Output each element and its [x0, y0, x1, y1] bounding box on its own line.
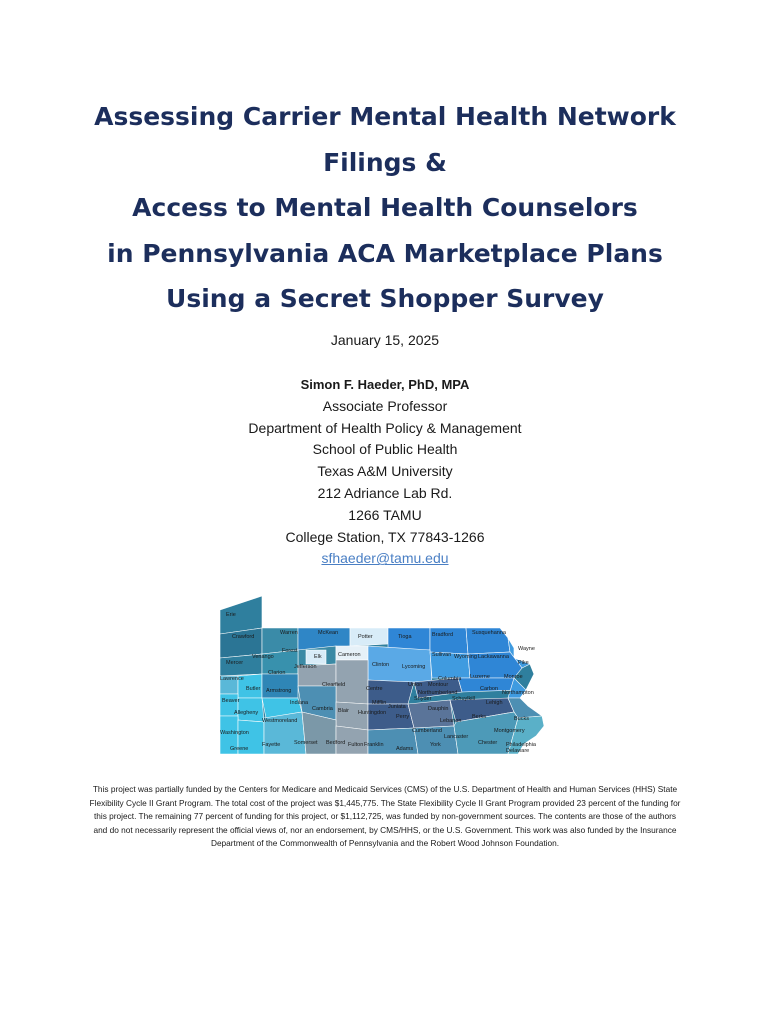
county-label-chester: Chester: [478, 740, 498, 746]
title-line-2: Filings &: [323, 147, 447, 177]
county-label-elk: Elk: [314, 654, 322, 660]
county-label-venango: Venango: [252, 654, 274, 660]
county-label-tioga: Tioga: [398, 634, 412, 640]
county-label-armstrong: Armstrong: [266, 688, 292, 694]
pennsylvania-county-map: [218, 594, 548, 760]
county-label-allegheny: Allegheny: [234, 710, 259, 716]
county-label-lawrence: Lawrence: [220, 676, 244, 682]
county-label-lebanon: Lebanon: [440, 718, 462, 724]
author-position: Associate Professor: [322, 397, 448, 414]
county-label-erie: Erie: [226, 612, 236, 618]
county-label-butler: Butler: [246, 686, 261, 692]
author-email-link[interactable]: sfhaeder@tamu.edu: [321, 550, 449, 567]
county-label-dauphin: Dauphin: [428, 706, 449, 712]
county-label-mifflin: Mifflin: [372, 700, 387, 706]
county-label-cameron: Cameron: [338, 652, 361, 658]
county-label-philadelphia: Philadelphia: [506, 742, 536, 748]
county-label-lehigh: Lehigh: [486, 700, 503, 706]
author-name: Simon F. Haeder, PhD, MPA: [300, 377, 470, 392]
county-label-mercer: Mercer: [226, 660, 244, 666]
county-label-indiana: Indiana: [290, 700, 309, 706]
report-date: January 15, 2025: [330, 332, 440, 348]
funding-footnote: This project was partially funded by the Centers for Medicare and Medicaid Services (CMS) of the U.S. Department of Health and Human Services (HHS) State Flexibility Cycle II Grant Program. The total cost of the project was $1,445,775. The State Flexibility Cycle II Grant Program provided 23 percent of the funding for this project. The remaining 77 percent of funding for this project, or $1,112,725, was funded by non-government sources. The contents are those of the authors and do not necessarily represent the official views of, nor an endorsement, by CMS/HHS, or the U.S. Government. This work was also funded by the Insurance Department of the Commonwealth of Pennsylvania and the Robert Wood Johnson Foundation.: [89, 784, 681, 849]
county-label-cumberland: Cumberland: [412, 728, 442, 734]
county-label-bradford: Bradford: [432, 632, 454, 638]
pennsylvania-map-svg: [218, 594, 548, 760]
county-label-fulton: Fulton: [348, 742, 364, 748]
region-blair: [336, 702, 368, 730]
county-label-fayette: Fayette: [262, 742, 281, 748]
author-school: School of Public Health: [312, 441, 458, 458]
title-line-1: Assessing Carrier Mental Health Network: [94, 102, 676, 131]
county-label-northampton: Northampton: [502, 690, 534, 696]
county-label-adams: Adams: [396, 746, 414, 752]
county-label-northumberland: Northumberland: [418, 690, 458, 696]
author-block: [0, 374, 770, 570]
county-label-pike: Pike: [518, 660, 529, 666]
county-label-columbia: Columbia: [438, 676, 462, 682]
county-label-bucks: Bucks: [514, 716, 529, 722]
county-label-union: Union: [408, 682, 423, 688]
county-label-snyder: Snyder: [414, 696, 432, 702]
county-label-clarion: Clarion: [268, 670, 286, 676]
county-label-beaver: Beaver: [222, 698, 240, 704]
county-label-jefferson: Jefferson: [294, 664, 317, 670]
county-label-forest: Forest: [282, 648, 298, 654]
county-label-lycoming: Lycoming: [402, 664, 426, 670]
county-label-mckean: McKean: [318, 630, 339, 636]
county-label-potter: Potter: [358, 634, 373, 640]
county-label-montgomery: Montgomery: [494, 728, 525, 734]
county-label-luzerne: Luzerne: [470, 674, 490, 680]
county-label-cambria: Cambria: [312, 706, 333, 712]
title-line-4: in Pennsylvania ACA Marketplace Plans: [107, 238, 663, 268]
county-label-centre: Centre: [366, 686, 383, 692]
author-department: Department of Health Policy & Management: [248, 419, 522, 436]
county-label-crawford: Crawford: [232, 634, 255, 640]
county-label-lackawanna: Lackawanna: [478, 654, 509, 660]
region-armstrong: [262, 674, 298, 698]
county-label-monroe: Monroe: [504, 674, 523, 680]
county-label-clinton: Clinton: [372, 662, 390, 668]
county-label-juniata: Juniata: [388, 704, 406, 710]
county-label-wyoming: Wyoming: [454, 654, 477, 660]
county-label-greene: Greene: [230, 746, 249, 752]
county-label-huntingdon: Huntingdon: [358, 710, 387, 716]
title-line-3: Access to Mental Health Counselors: [132, 193, 638, 222]
county-label-clearfield: Clearfield: [322, 682, 346, 688]
county-label-wayne: Wayne: [518, 646, 535, 652]
county-label-somerset: Somerset: [294, 740, 318, 746]
county-label-franklin: Franklin: [364, 742, 384, 748]
county-label-westmoreland: Westmoreland: [262, 718, 298, 724]
author-university: Texas A&M University: [317, 463, 453, 480]
county-label-susquehanna: Susquehanna: [472, 630, 506, 636]
county-label-delaware: Delaware: [506, 748, 530, 754]
county-label-lancaster: Lancaster: [444, 734, 469, 740]
county-label-blair: Blair: [338, 708, 350, 714]
county-label-york: York: [430, 742, 441, 748]
county-label-montour: Montour: [428, 682, 449, 688]
author-address-line-2: 1266 TAMU: [348, 506, 422, 523]
author-address-line-1: 212 Adriance Lab Rd.: [317, 484, 453, 501]
county-label-berks: Berks: [472, 714, 487, 720]
county-label-sullivan: Sullivan: [432, 652, 452, 658]
county-label-bedford: Bedford: [326, 740, 346, 746]
county-label-warren: Warren: [280, 630, 298, 636]
county-label-schuylkill: Schuylkill: [452, 696, 475, 702]
county-label-perry: Perry: [396, 714, 410, 720]
county-label-carbon: Carbon: [480, 686, 499, 692]
author-city: College Station, TX 77843-1266: [285, 528, 485, 545]
county-label-washington: Washington: [220, 730, 249, 736]
report-title: [40, 94, 730, 322]
title-line-5: Using a Secret Shopper Survey: [166, 284, 604, 313]
